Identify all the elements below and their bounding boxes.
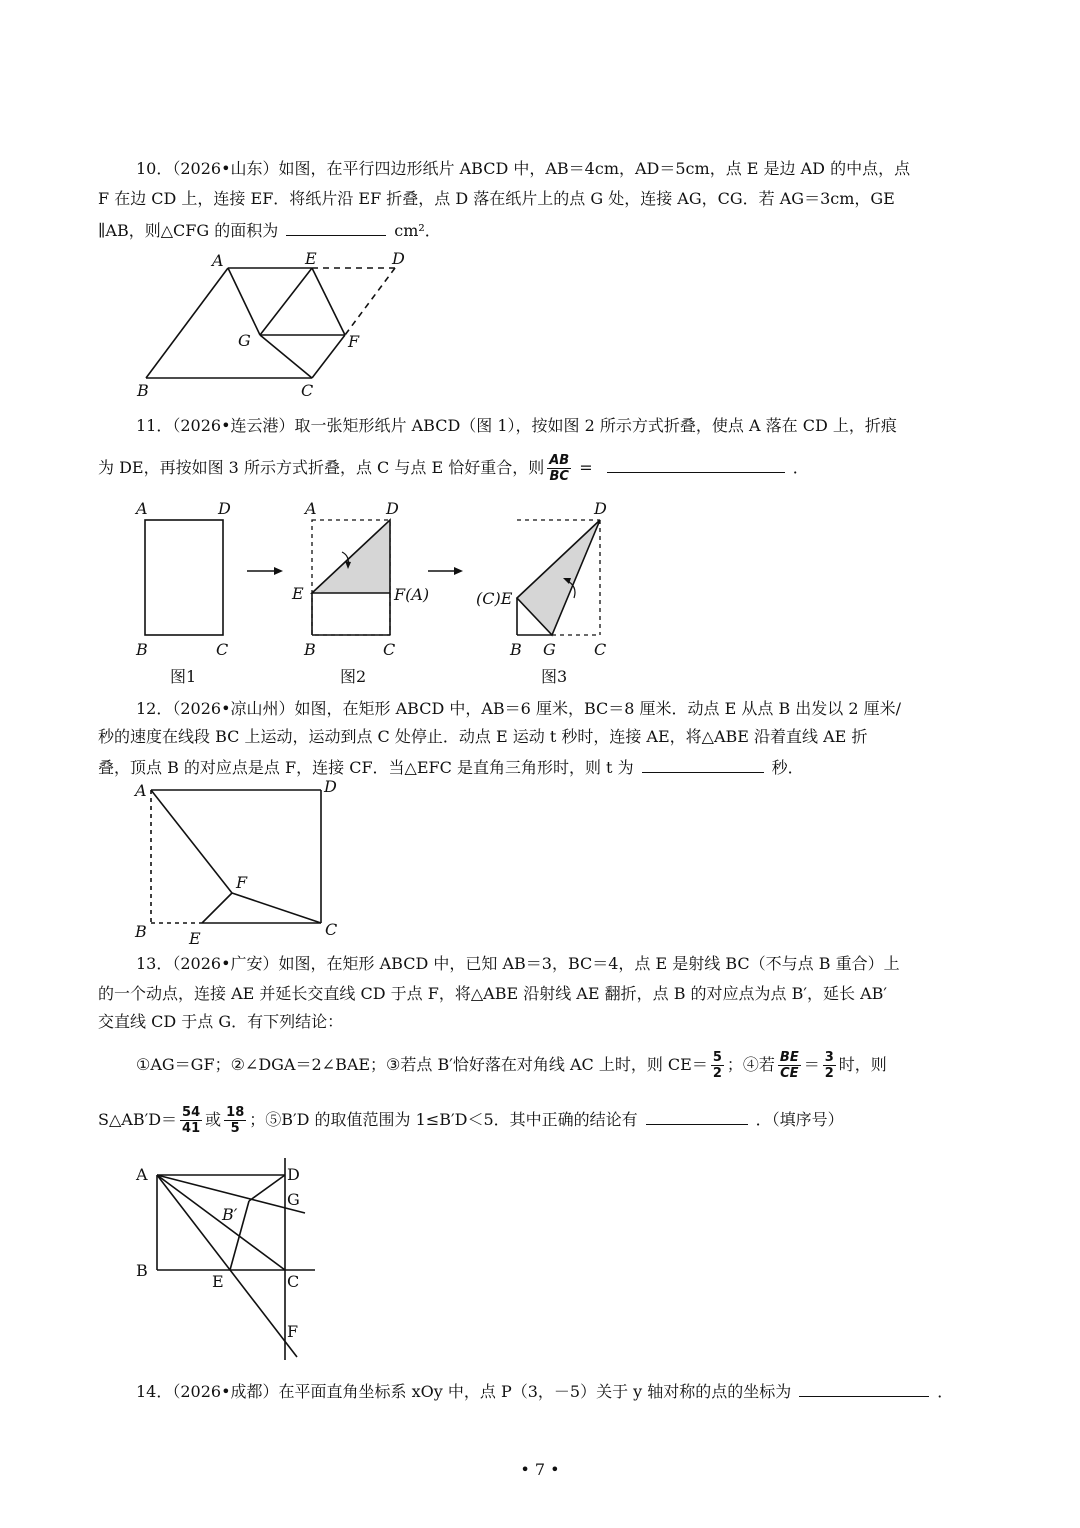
q12-label-F: F xyxy=(236,873,248,892)
q10-label-C: C xyxy=(301,381,314,400)
q11-fig3-label-B: B xyxy=(510,640,522,659)
q14-text: 14．（2026•成都）在平面直角坐标系 xOy 中，点 P（3，－5）关于 y 轴对称的点的坐标为 xyxy=(136,1382,792,1401)
q13-frac-4-num: 54 xyxy=(182,1105,201,1120)
q10-label-B: B xyxy=(137,381,149,400)
q10-line-2: F 在边 CD 上，连接 EF．将纸片沿 EF 折叠，点 D 落在纸片上的点 G 处，连接 AG，CG．若 AG＝3cm，GE xyxy=(98,189,895,208)
q11-fig3-caption: 图3 xyxy=(541,667,568,686)
q10-label-D: D xyxy=(392,249,405,268)
q12-label-C: C xyxy=(325,920,338,939)
q13-line-1: 13．（2026•广安）如图，在矩形 ABCD 中，已知 AB＝3，BC＝4，点 E 是射线 BC（不与点 B 重合）上 xyxy=(136,954,900,973)
q13-label-Bprime: B′ xyxy=(222,1205,238,1224)
q13-line-4-text-c: ＝ xyxy=(803,1055,820,1074)
q13-frac-5-num: 18 xyxy=(226,1105,245,1120)
q13-line-2: 的一个动点，连接 AE 并延长交直线 CD 于点 F，将△ABE 沿射线 AE 翻折，点 B 的对应点为点 B′，延长 AB′ xyxy=(98,984,888,1003)
q10-label-G: G xyxy=(238,331,251,350)
q11-fig2-label-E: E xyxy=(292,584,304,603)
q13-label-B: B xyxy=(136,1261,148,1280)
page-number: • 7 • xyxy=(520,1460,560,1479)
q11-fig1-label-C: C xyxy=(216,640,229,659)
q13-line-5-text-a: S△AB′D＝ xyxy=(98,1110,178,1129)
q13-line-4-text-b: ；④若 xyxy=(726,1055,775,1074)
q11-equals: = xyxy=(579,458,593,477)
q13-label-G: G xyxy=(287,1190,300,1209)
q12-label-B: B xyxy=(135,922,147,941)
q11-fig2-label-D: D xyxy=(386,499,399,518)
q13-label-A: A xyxy=(136,1165,148,1184)
q11-frac-num: AB xyxy=(549,453,570,468)
q10-unit: cm²． xyxy=(394,221,441,240)
q13-frac-3-den: 2 xyxy=(824,1066,834,1081)
q11-fig2-caption: 图2 xyxy=(340,667,367,686)
q12-line-2: 秒的速度在线段 BC 上运动，运动到点 C 处停止．动点 E 运动 t 秒时，连接 AE，将△ABE 沿着直线 AE 折 xyxy=(98,727,868,746)
q13-label-E: E xyxy=(212,1272,224,1291)
q13-frac-2-den: CE xyxy=(780,1066,799,1081)
q13-line-5-text-c: ．（填序号） xyxy=(755,1110,844,1129)
q12-label-A: A xyxy=(135,781,147,800)
q14-period: ． xyxy=(937,1382,954,1401)
q13-frac-1-den: 2 xyxy=(712,1066,722,1081)
q13-frac-2-num: BE xyxy=(779,1050,799,1065)
q12-unit: 秒． xyxy=(771,758,804,777)
q13-line-3: 交直线 CD 于点 G．有下列结论： xyxy=(98,1012,344,1031)
q14-line xyxy=(136,1376,953,1406)
q13-label-C: C xyxy=(287,1272,300,1291)
q10-line-3-text: ∥AB，则△CFG 的面积为 xyxy=(98,221,279,240)
q13-label-D: D xyxy=(287,1165,300,1184)
q13-line-5-text-b: ；⑤B′D 的取值范围为 1≤B′D＜5．其中正确的结论有 xyxy=(249,1110,638,1129)
q11-frac-den: BC xyxy=(549,469,569,484)
q10-line-1: 10．（2026•山东）如图，在平行四边形纸片 ABCD 中，AB＝4cm，AD＝5cm，点 E 是边 AD 的中点，点 xyxy=(136,159,911,178)
q11-fig1-caption: 图1 xyxy=(170,667,197,686)
q11-fig2-label-C: C xyxy=(383,640,396,659)
q10-label-A: A xyxy=(212,251,224,270)
q12-line-1: 12．（2026•凉山州）如图，在矩形 ABCD 中，AB＝6 厘米，BC＝8 厘米．动点 E 从点 B 出发以 2 厘米/ xyxy=(136,699,902,718)
q13-or: 或 xyxy=(205,1110,222,1129)
q10-label-F: F xyxy=(348,332,360,351)
q13-frac-3-num: 3 xyxy=(824,1050,834,1065)
q11-fig1-label-D: D xyxy=(218,499,231,518)
q11-line-1: 11．（2026•连云港）取一张矩形纸片 ABCD（图 1），按如图 2 所示方式折叠，使点 A 落在 CD 上，折痕 xyxy=(136,416,897,435)
q11-line-2-text: 为 DE，再按如图 3 所示方式折叠，点 C 与点 E 恰好重合，则 xyxy=(98,458,545,477)
q11-fig2-label-B: B xyxy=(304,640,316,659)
q13-label-F: F xyxy=(287,1322,299,1341)
q11-fig2-label-A: A xyxy=(305,499,317,518)
q12-line-3-text: 叠，顶点 B 的对应点是点 F，连接 CF．当△EFC 是直角三角形时，则 t 为 xyxy=(98,758,634,777)
q10-label-E: E xyxy=(305,249,317,268)
q11-fig3-label-G: G xyxy=(543,640,556,659)
q13-line-4-text-a: ①AG＝GF；②∠DGA＝2∠BAE；③若点 B′恰好落在对角线 AC 上时，则 CE＝ xyxy=(136,1055,708,1074)
q13-line-4-text-d: 时，则 xyxy=(838,1055,887,1074)
q11-fig1-label-A: A xyxy=(136,499,148,518)
q13-frac-4-den: 41 xyxy=(182,1121,201,1136)
q11-fig3-label-CE: (C)E xyxy=(476,589,513,608)
q11-fig2-label-FA: F(A) xyxy=(394,585,430,604)
q11-period: ． xyxy=(792,458,809,477)
q11-fig3-label-C: C xyxy=(594,640,607,659)
q13-frac-5-den: 5 xyxy=(230,1121,240,1136)
q14-answer-blank[interactable] xyxy=(799,1376,929,1397)
q12-label-D: D xyxy=(324,777,337,796)
q13-frac-1-num: 5 xyxy=(712,1050,722,1065)
q11-fig3-label-D: D xyxy=(594,499,607,518)
q11-fig1-label-B: B xyxy=(136,640,148,659)
q12-label-E: E xyxy=(189,929,201,948)
